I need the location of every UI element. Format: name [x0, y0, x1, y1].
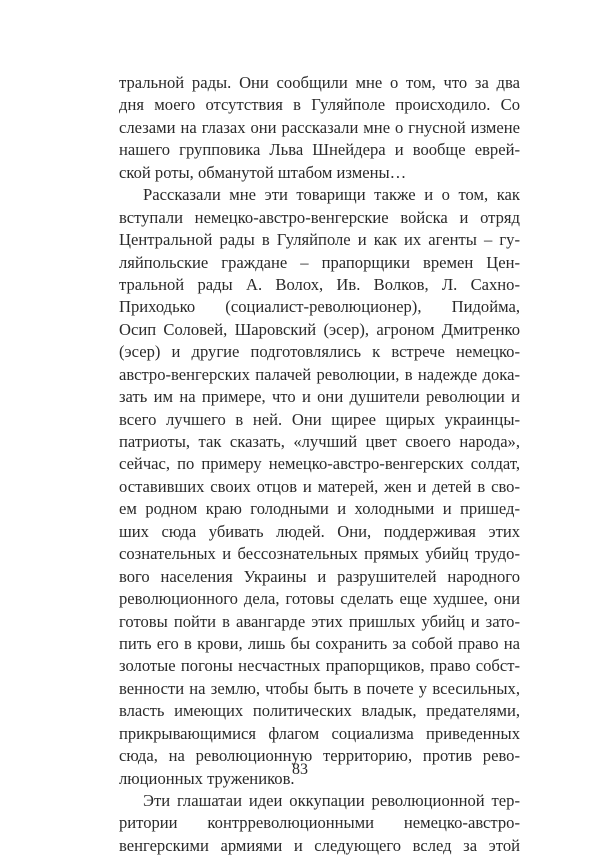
text-line: нашего группoвика Льва Шнейдера и вообще еврей- — [119, 140, 520, 160]
text-line: сейчас, по примеру немецко-австро-венгерских солдат, — [119, 454, 520, 474]
page-number: 83 — [292, 761, 308, 778]
text-line: Эти глашатаи идеи оккупации революционной тер- — [143, 791, 520, 810]
text-line: Приходько (социалист-революционер), Пидойма, — [119, 297, 520, 317]
text-line: золотые погоны несчастных прапорщиков, право собст- — [119, 656, 520, 676]
body-text — [119, 72, 520, 857]
text-line: венности на землю, чтобы быть в почете у всесильных, — [119, 678, 520, 698]
text-line: сюда, на революционную территорию, против рево- — [119, 746, 520, 766]
text-line: ритории контрреволюционными немецко-австро- — [119, 813, 520, 833]
text-line: зать им на примере, что и они душители революции и — [119, 387, 520, 407]
text-line: ших сюда убивать людей. Они, поддерживая этих — [119, 521, 520, 541]
text-line: слезами на глазах они рассказали мне о гнусной измене — [119, 117, 520, 137]
text-line: тральной рады А. Волох, Ив. Волков, Л. Сахно- — [119, 274, 520, 294]
text-line: патриоты, так сказать, «лучший цвет своего народа», — [119, 432, 520, 451]
text-line: революционного дела, готовы сделать еще худшее, они — [119, 589, 520, 609]
text-line: тральной рады. Они сообщили мне о том, что за два — [119, 73, 520, 92]
text-line: сознательных и бессознательных прямых убийц трудо- — [119, 544, 520, 564]
text-line: ем родном краю голодными и холодными и пришед- — [119, 499, 520, 519]
text-line: люционных тружеников. — [119, 768, 295, 788]
text-line: ской роты, обманутой штабом измены… — [119, 162, 407, 182]
text-line: (эсер) и другие подготовлялись к встрече немецко- — [119, 342, 520, 362]
text-line: вступали немецко-австро-венгерские войска и отряд — [119, 207, 520, 227]
text-line: ляйпольские граждане – прапорщики времен Цен- — [119, 252, 520, 272]
text-line: оставивших своих отцов и матерей, жен и детей в сво- — [119, 476, 520, 496]
text-line: венгерскими армиями и следующего вслед за этой — [119, 835, 520, 855]
text-line: Центральной рады в Гуляйполе и как их агенты – гу- — [119, 230, 520, 250]
text-line: дня моего отсутствия в Гуляйполе происходило. Со — [119, 95, 520, 115]
text-line: всего лучшего в ней. Они щирее щирых украинцы- — [119, 409, 520, 429]
text-line: готовы пойти в авангарде этих пришлых убийц и зато- — [119, 611, 520, 631]
text-line: пить его в крови, лишь бы сохранить за собой право на — [119, 633, 520, 653]
text-line: Осип Соловей, Шаровский (эсер), агроном Дмитренко — [119, 319, 520, 339]
text-line: власть имеющих политических владык, предателями, — [119, 701, 520, 721]
text-line: австро-венгерских палачей революции, в надежде дока- — [119, 364, 520, 384]
text-line: прикрывающимися флагом социализма приведенных — [119, 723, 520, 743]
text-line: Рассказали мне эти товарищи также и о том, как — [143, 185, 520, 205]
text-line: вого населения Украины и разрушителей народного — [119, 566, 520, 586]
